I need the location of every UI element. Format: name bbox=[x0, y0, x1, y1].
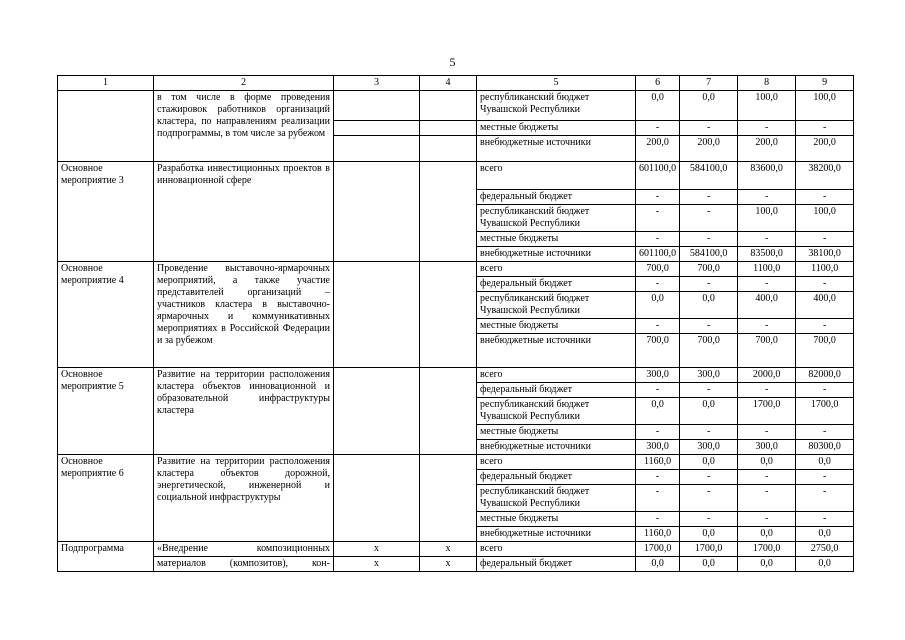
funding-source: внебюджетные источники bbox=[477, 440, 636, 455]
table-row bbox=[58, 162, 854, 190]
value-cell: - bbox=[738, 232, 796, 247]
value-cell: 1700,0 bbox=[636, 542, 680, 557]
funding-source: республиканский бюджет Чувашской Республики bbox=[477, 91, 636, 121]
value-cell: - bbox=[636, 121, 680, 136]
value-cell: 0,0 bbox=[738, 557, 796, 572]
value-cell: - bbox=[680, 121, 738, 136]
value-cell: 0,0 bbox=[636, 398, 680, 425]
value-cell: 300,0 bbox=[680, 440, 738, 455]
col4-cell bbox=[420, 455, 477, 542]
value-cell: 200,0 bbox=[796, 136, 854, 162]
value-cell: 82000,0 bbox=[796, 368, 854, 383]
value-cell: 1100,0 bbox=[796, 262, 854, 277]
value-cell: - bbox=[738, 425, 796, 440]
funding-source: местные бюджеты bbox=[477, 232, 636, 247]
value-cell: - bbox=[636, 470, 680, 485]
value-cell: 0,0 bbox=[738, 527, 796, 542]
col3-cell bbox=[334, 121, 420, 136]
funding-source: всего bbox=[477, 455, 636, 470]
value-cell: 0,0 bbox=[636, 91, 680, 121]
col3-cell bbox=[334, 455, 420, 542]
value-cell: - bbox=[796, 425, 854, 440]
table-row bbox=[58, 368, 854, 383]
value-cell: - bbox=[636, 277, 680, 292]
col-header: 8 bbox=[738, 76, 796, 91]
funding-source: федеральный бюджет bbox=[477, 277, 636, 292]
value-cell: 1160,0 bbox=[636, 455, 680, 470]
value-cell: - bbox=[636, 485, 680, 512]
col-header: 6 bbox=[636, 76, 680, 91]
activity-description: Развитие на территории расположения кластера объектов инновационной и образовательной инфраструктуры кластера bbox=[154, 368, 334, 455]
value-cell: 400,0 bbox=[738, 292, 796, 319]
col4-cell bbox=[420, 368, 477, 455]
value-cell: 0,0 bbox=[680, 557, 738, 572]
value-cell: 400,0 bbox=[796, 292, 854, 319]
funding-source: местные бюджеты bbox=[477, 425, 636, 440]
funding-source: федеральный бюджет bbox=[477, 470, 636, 485]
funding-source: республиканский бюджет Чувашской Республики bbox=[477, 292, 636, 319]
value-cell: 300,0 bbox=[636, 440, 680, 455]
col3-cell bbox=[334, 368, 420, 455]
table-row bbox=[58, 262, 854, 277]
col4-cell bbox=[420, 121, 477, 136]
col4-cell bbox=[420, 91, 477, 121]
col3-cell bbox=[334, 91, 420, 121]
col3-cell: x bbox=[334, 557, 420, 572]
header-row bbox=[58, 76, 854, 91]
value-cell: - bbox=[680, 205, 738, 232]
value-cell: 300,0 bbox=[680, 368, 738, 383]
table-row bbox=[58, 91, 854, 121]
value-cell: 200,0 bbox=[738, 136, 796, 162]
value-cell: - bbox=[738, 121, 796, 136]
funding-source: всего bbox=[477, 262, 636, 277]
col3-cell: x bbox=[334, 542, 420, 557]
value-cell: 584100,0 bbox=[680, 247, 738, 262]
col-header: 3 bbox=[334, 76, 420, 91]
value-cell: 83500,0 bbox=[738, 247, 796, 262]
activity-name: Основное мероприятие 5 bbox=[58, 368, 154, 455]
activity-name: Основное мероприятие 6 bbox=[58, 455, 154, 542]
funding-source: всего bbox=[477, 368, 636, 383]
col3-cell bbox=[334, 136, 420, 162]
col-header: 5 bbox=[477, 76, 636, 91]
value-cell: 83600,0 bbox=[738, 162, 796, 190]
activity-name: Основное мероприятие 3 bbox=[58, 162, 154, 262]
value-cell: 700,0 bbox=[738, 334, 796, 368]
funding-source: республиканский бюджет Чувашской Республики bbox=[477, 205, 636, 232]
value-cell: 700,0 bbox=[636, 334, 680, 368]
funding-source: внебюджетные источники bbox=[477, 334, 636, 368]
value-cell: 100,0 bbox=[738, 91, 796, 121]
table-row bbox=[58, 455, 854, 470]
col4-cell bbox=[420, 136, 477, 162]
value-cell: - bbox=[636, 425, 680, 440]
col4-cell: x bbox=[420, 557, 477, 572]
value-cell: 0,0 bbox=[738, 455, 796, 470]
value-cell: 1100,0 bbox=[738, 262, 796, 277]
value-cell: - bbox=[636, 190, 680, 205]
value-cell: 700,0 bbox=[680, 334, 738, 368]
value-cell: 80300,0 bbox=[796, 440, 854, 455]
activity-description: Разработка инвестиционных проектов в инновационной сфере bbox=[154, 162, 334, 262]
funding-source: республиканский бюджет Чувашской Республики bbox=[477, 398, 636, 425]
value-cell: 300,0 bbox=[738, 440, 796, 455]
funding-source: всего bbox=[477, 542, 636, 557]
activity-description: материалов (композитов), кон- bbox=[154, 557, 334, 572]
value-cell: 0,0 bbox=[636, 557, 680, 572]
value-cell: - bbox=[636, 205, 680, 232]
activity-name: Подпрограмма bbox=[58, 542, 154, 572]
value-cell: - bbox=[680, 383, 738, 398]
funding-source: федеральный бюджет bbox=[477, 383, 636, 398]
activity-description: в том числе в форме проведения стажировок работников организаций кластера, по направлениям реализации подпрограммы, в том числе за рубежом bbox=[154, 91, 334, 162]
value-cell: 0,0 bbox=[636, 292, 680, 319]
col-header: 4 bbox=[420, 76, 477, 91]
value-cell: - bbox=[796, 121, 854, 136]
table-row bbox=[58, 557, 854, 572]
value-cell: - bbox=[738, 190, 796, 205]
value-cell: - bbox=[636, 232, 680, 247]
value-cell: 0,0 bbox=[796, 527, 854, 542]
activity-cell bbox=[58, 91, 154, 162]
funding-source: федеральный бюджет bbox=[477, 190, 636, 205]
col4-cell bbox=[420, 162, 477, 262]
value-cell: - bbox=[636, 383, 680, 398]
value-cell: 1700,0 bbox=[738, 398, 796, 425]
funding-source: федеральный бюджет bbox=[477, 557, 636, 572]
value-cell: 300,0 bbox=[636, 368, 680, 383]
value-cell: - bbox=[738, 277, 796, 292]
page-number: 5 bbox=[449, 55, 456, 69]
value-cell: 0,0 bbox=[796, 455, 854, 470]
value-cell: - bbox=[680, 512, 738, 527]
col3-cell bbox=[334, 262, 420, 368]
value-cell: 0,0 bbox=[680, 527, 738, 542]
value-cell: - bbox=[796, 383, 854, 398]
value-cell: 1700,0 bbox=[796, 398, 854, 425]
value-cell: - bbox=[796, 232, 854, 247]
value-cell: - bbox=[738, 485, 796, 512]
col-header: 9 bbox=[796, 76, 854, 91]
value-cell: - bbox=[796, 319, 854, 334]
value-cell: 601100,0 bbox=[636, 162, 680, 190]
value-cell: 100,0 bbox=[738, 205, 796, 232]
value-cell: - bbox=[738, 470, 796, 485]
col-header: 2 bbox=[154, 76, 334, 91]
value-cell: 0,0 bbox=[680, 455, 738, 470]
col-header: 7 bbox=[680, 76, 738, 91]
funding-source: местные бюджеты bbox=[477, 319, 636, 334]
value-cell: - bbox=[680, 190, 738, 205]
value-cell: - bbox=[796, 277, 854, 292]
activity-description: Развитие на территории расположения кластера объектов дорожной, энергетической, инженерной и социальной инфраструктуры bbox=[154, 455, 334, 542]
value-cell: 700,0 bbox=[636, 262, 680, 277]
activity-name: Основное мероприятие 4 bbox=[58, 262, 154, 368]
value-cell: 584100,0 bbox=[680, 162, 738, 190]
value-cell: - bbox=[738, 512, 796, 527]
value-cell: 38100,0 bbox=[796, 247, 854, 262]
funding-source: внебюджетные источники bbox=[477, 527, 636, 542]
value-cell: - bbox=[738, 319, 796, 334]
funding-source: внебюджетные источники bbox=[477, 247, 636, 262]
budget-table bbox=[57, 75, 854, 572]
funding-source: республиканский бюджет Чувашской Республики bbox=[477, 485, 636, 512]
value-cell: 1700,0 bbox=[738, 542, 796, 557]
value-cell: 1160,0 bbox=[636, 527, 680, 542]
value-cell: - bbox=[796, 512, 854, 527]
value-cell: - bbox=[680, 319, 738, 334]
value-cell: 200,0 bbox=[680, 136, 738, 162]
value-cell: - bbox=[796, 470, 854, 485]
value-cell: 700,0 bbox=[680, 262, 738, 277]
table-row bbox=[58, 542, 854, 557]
col3-cell bbox=[334, 162, 420, 262]
value-cell: 38200,0 bbox=[796, 162, 854, 190]
value-cell: - bbox=[636, 319, 680, 334]
col4-cell bbox=[420, 262, 477, 368]
value-cell: - bbox=[680, 470, 738, 485]
value-cell: - bbox=[796, 190, 854, 205]
value-cell: - bbox=[738, 383, 796, 398]
value-cell: 0,0 bbox=[796, 557, 854, 572]
value-cell: 0,0 bbox=[680, 91, 738, 121]
value-cell: 0,0 bbox=[680, 292, 738, 319]
value-cell: 700,0 bbox=[796, 334, 854, 368]
value-cell: 1700,0 bbox=[680, 542, 738, 557]
value-cell: 2000,0 bbox=[738, 368, 796, 383]
value-cell: 100,0 bbox=[796, 91, 854, 121]
funding-source: всего bbox=[477, 162, 636, 190]
activity-description: «Внедрение композиционных bbox=[154, 542, 334, 557]
funding-source: местные бюджеты bbox=[477, 121, 636, 136]
funding-source: местные бюджеты bbox=[477, 512, 636, 527]
value-cell: - bbox=[680, 425, 738, 440]
col4-cell: x bbox=[420, 542, 477, 557]
value-cell: 2750,0 bbox=[796, 542, 854, 557]
value-cell: - bbox=[636, 512, 680, 527]
value-cell: 601100,0 bbox=[636, 247, 680, 262]
value-cell: - bbox=[680, 232, 738, 247]
col-header: 1 bbox=[58, 76, 154, 91]
value-cell: 100,0 bbox=[796, 205, 854, 232]
value-cell: 0,0 bbox=[680, 398, 738, 425]
activity-description: Проведение выставочно-ярмарочных мероприятий, а также участие представителей организаций – участников кластера в выставочно-ярмарочных и коммуникативных мероприятиях в Российской Федерации и за рубежом bbox=[154, 262, 334, 368]
value-cell: - bbox=[680, 485, 738, 512]
funding-source: внебюджетные источники bbox=[477, 136, 636, 162]
value-cell: 200,0 bbox=[636, 136, 680, 162]
value-cell: - bbox=[680, 277, 738, 292]
value-cell: - bbox=[796, 485, 854, 512]
